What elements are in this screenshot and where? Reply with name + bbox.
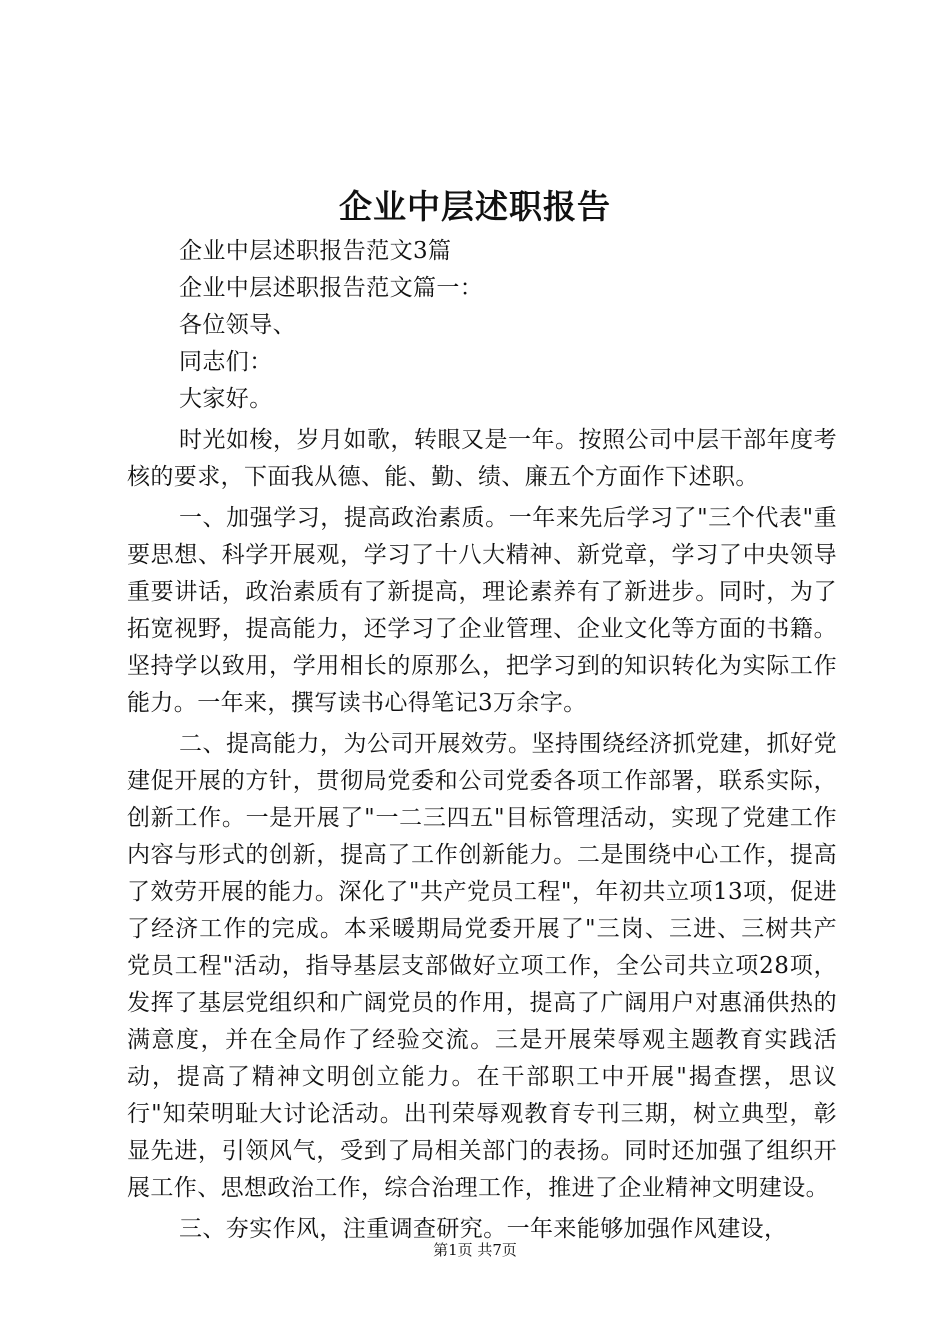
page-number-footer: 第1页 共7页 xyxy=(433,1241,517,1259)
body-paragraph: 时光如梭，岁月如歌，转眼又是一年。按照公司中层干部年度考核的要求，下面我从德、能、勤、绩、廉五个方面作下述职。 xyxy=(127,427,837,490)
section-heading-line: 企业中层述职报告范文篇一： xyxy=(179,275,484,301)
greeting-line: 大家好。 xyxy=(179,386,273,412)
salutation-line: 同志们： xyxy=(179,349,273,375)
subtitle-line: 企业中层述职报告范文3篇 xyxy=(179,238,452,264)
body-paragraph: 二、提高能力，为公司开展效劳。坚持围绕经济抓党建，抓好党建促开展的方针，贯彻局党委和公司党委各项工作部署，联系实际，创新工作。一是开展了"一二三四五"目标管理活动，实现了党建工作内容与形式的创新，提高了工作创新能力。二是围绕中心工作，提高了效劳开展的能力。深化了"共产党员工程"，年初共立项13项，促进了经济工作的完成。本采暖期局党委开展了"三岗、三进、三树共产党员工程"活动，指导基层支部做好立项工作，全公司共立项28项，发挥了基层党组织和广阔党员的作用，提高了广阔用户对惠涌供热的满意度，并在全局作了经验交流。三是开展荣辱观主题教育实践活动，提高了精神文明创立能力。在干部职工中开展"揭查摆，思议行"知荣明耻大讨论活动。出刊荣辱观教育专刊三期，树立典型，彰显先进，引领风气，受到了局相关部门的表扬。同时还加强了组织开展工作、思想政治工作，综合治理工作，推进了企业精神文明建设。 xyxy=(127,731,837,1201)
body-paragraph: 三、夯实作风，注重调查研究。一年来能够加强作风建设， xyxy=(179,1216,788,1242)
document-body xyxy=(127,233,837,1248)
body-paragraph: 一、加强学习，提高政治素质。一年来先后学习了"三个代表"重要思想、科学开展观，学习了十八大精神、新党章，学习了中央领导重要讲话，政治素质有了新提高，理论素养有了新进步。同时，为了拓宽视野，提高能力，还学习了企业管理、企业文化等方面的书籍。坚持学以致用，学用相长的原那么，把学习到的知识转化为实际工作能力。一年来，撰写读书心得笔记3万余字。 xyxy=(127,505,837,716)
document-title: 企业中层述职报告 xyxy=(339,187,611,226)
salutation-line: 各位领导、 xyxy=(179,312,296,338)
